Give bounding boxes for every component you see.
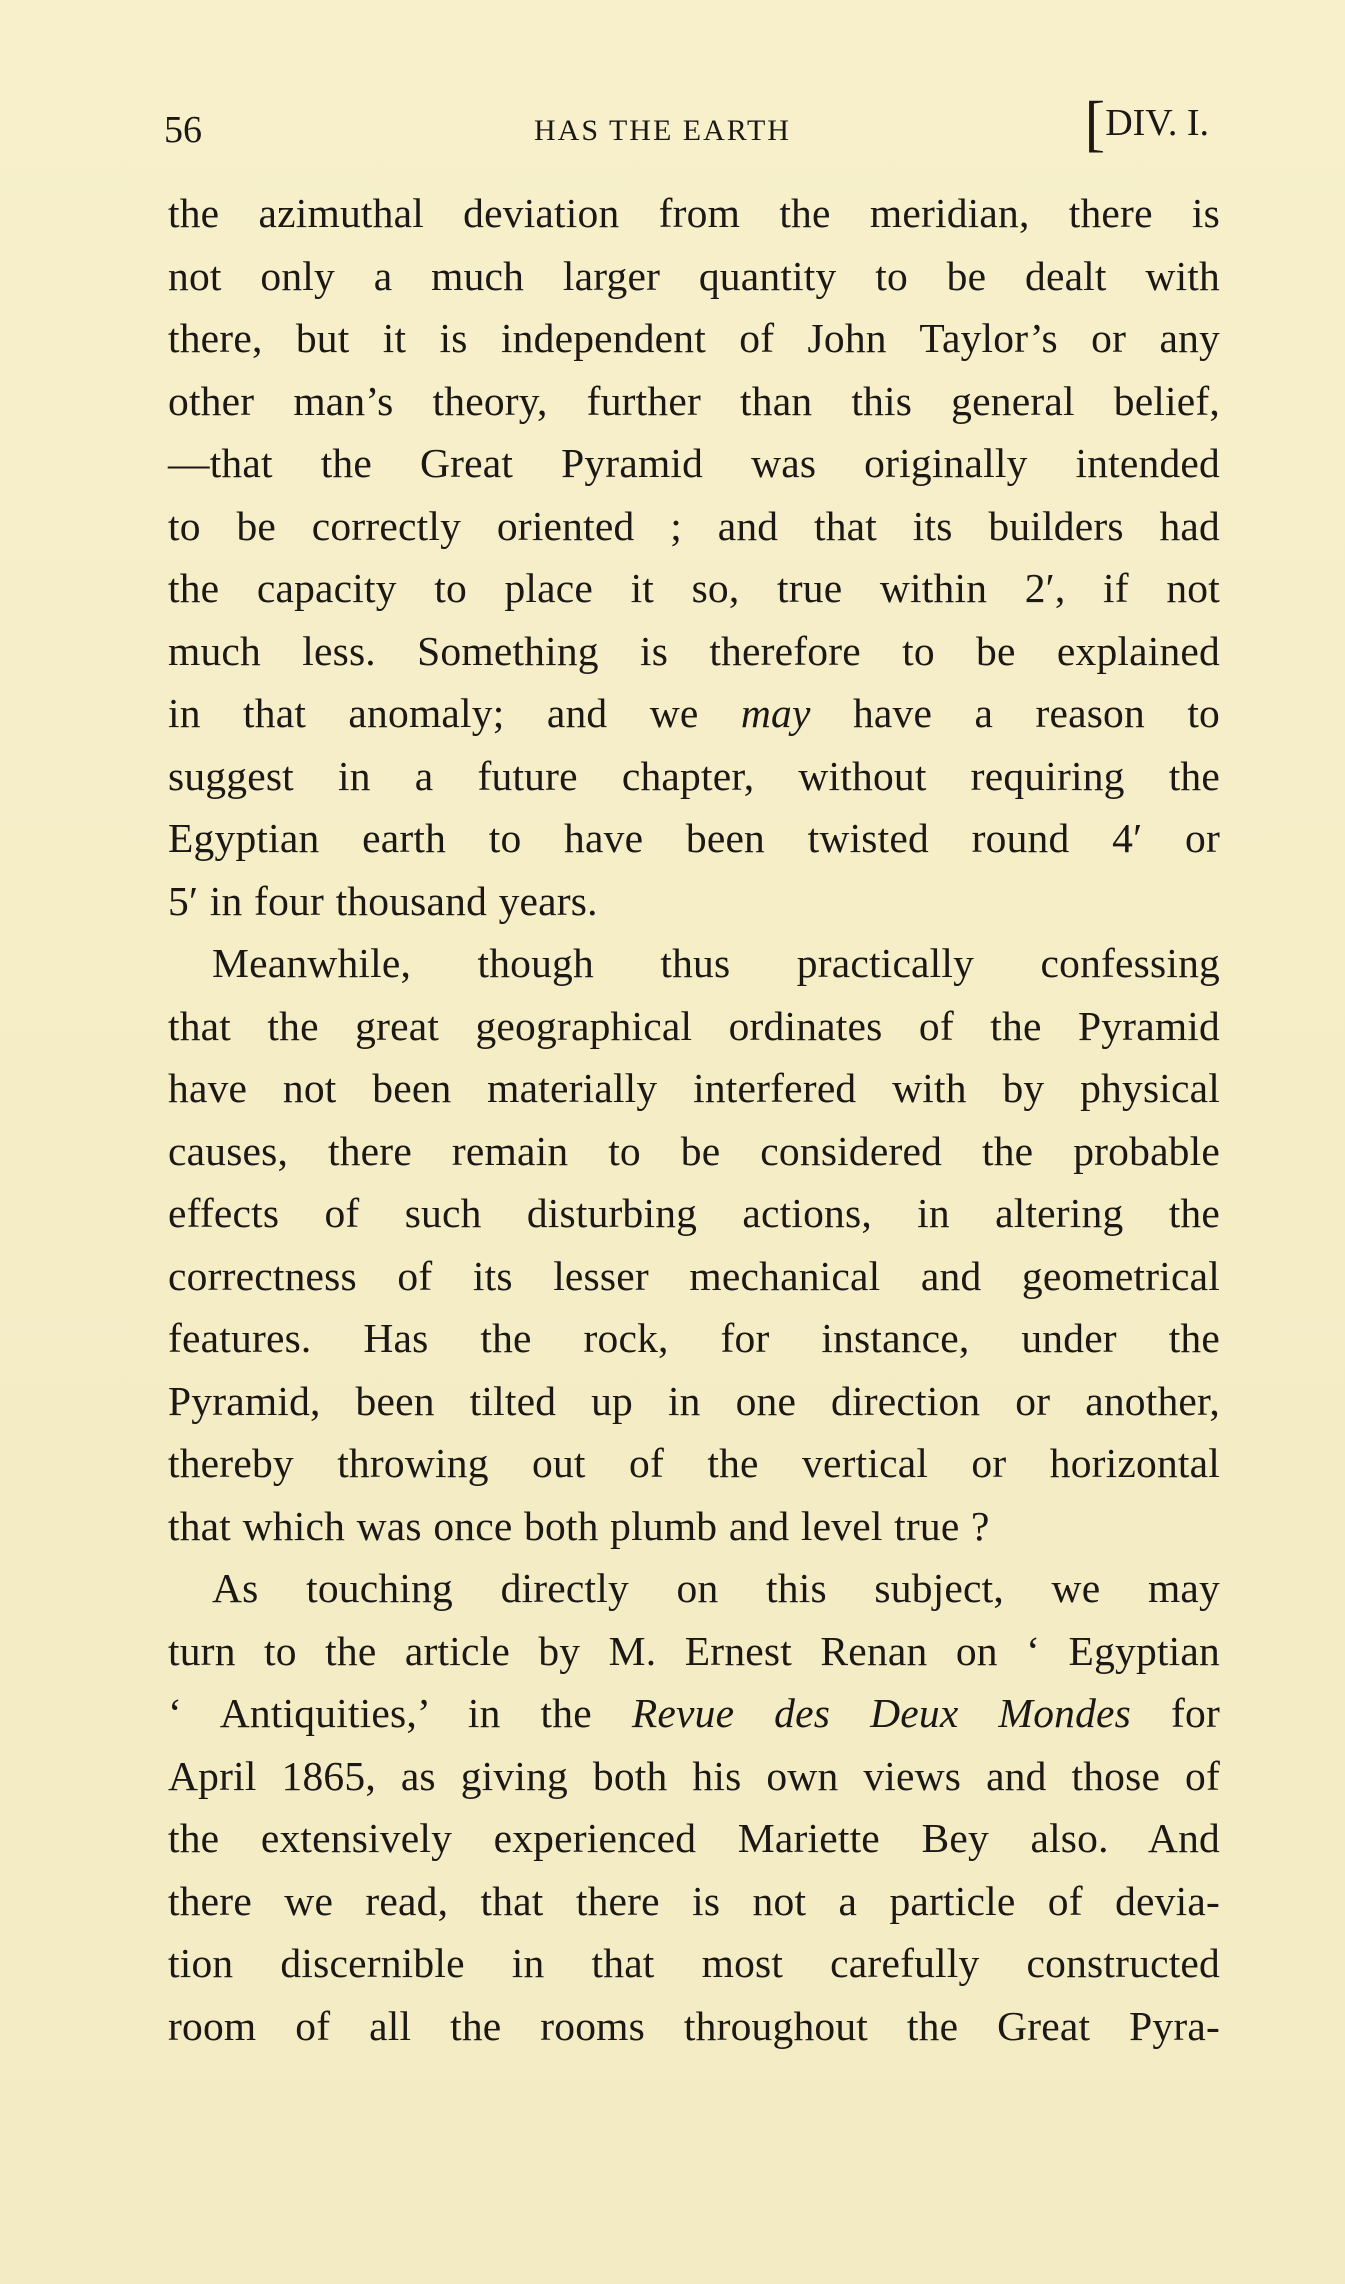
running-head: [164, 92, 1209, 162]
division-text: DIV. I.: [1105, 102, 1209, 144]
text-line: room of all the rooms throughout the Great Pyra-: [168, 2002, 1220, 2049]
text-line: the capacity to place it so, true within 2′, if not: [168, 565, 1220, 611]
body-text: [168, 182, 1220, 2057]
text-line: have not been materially interfered with by physical: [168, 1065, 1220, 1111]
paragraph-renan-article: [168, 1557, 1220, 2057]
text-line: 5′ in four thousand years.: [168, 877, 598, 924]
text-line: correctness of its lesser mechanical and geometrical: [168, 1252, 1220, 1299]
text-line: there, but it is independent of John Taylor’s or any: [168, 315, 1220, 361]
text-line: ‘ Antiquities,’ in the Revue des Deux Mondes for: [168, 1690, 1221, 1736]
text-line: Pyramid, been tilted up in one direction or another,: [168, 1377, 1220, 1424]
text-line: the azimuthal deviation from the meridian, there is: [168, 190, 1220, 236]
paragraph-azimuth: [168, 182, 1220, 932]
text-line: Meanwhile, though thus practically confessing: [212, 940, 1220, 986]
text-line: in that anomaly; and we may have a reason to: [168, 690, 1220, 736]
text-line: tion discernible in that most carefully constructed: [168, 1940, 1220, 1986]
text-line: features. Has the rock, for instance, under the: [168, 1315, 1220, 1361]
text-line: turn to the article by M. Ernest Renan on ‘ Egyptian: [168, 1627, 1220, 1674]
text-line: thereby throwing out of the vertical or horizontal: [168, 1440, 1220, 1486]
text-line: much less. Something is therefore to be explained: [168, 627, 1220, 674]
text-line: suggest in a future chapter, without requiring the: [168, 752, 1220, 799]
text-line: that which was once both plumb and level true ?: [168, 1502, 990, 1549]
text-line: April 1865, as giving both his own views and those of: [168, 1752, 1220, 1799]
text-line: causes, there remain to be considered the probable: [168, 1127, 1220, 1174]
opening-bracket: [: [1084, 90, 1106, 158]
text-line: effects of such disturbing actions, in altering the: [168, 1190, 1220, 1236]
text-line: not only a much larger quantity to be dealt with: [168, 252, 1220, 299]
text-line: there we read, that there is not a particle of devia-: [168, 1877, 1220, 1924]
text-line: that the great geographical ordinates of the Pyramid: [168, 1002, 1220, 1049]
page-number: 56: [164, 109, 202, 151]
division-label: [1084, 90, 1209, 158]
text-line: the extensively experienced Mariette Bey also. And: [168, 1815, 1220, 1861]
text-line: As touching directly on this subject, we may: [212, 1565, 1220, 1611]
italic-phrase: may: [740, 690, 811, 736]
italic-phrase: Revue des Deux Mondes: [631, 1690, 1132, 1736]
text-line: to be correctly oriented ; and that its builders had: [168, 502, 1220, 549]
text-line: Egyptian earth to have been twisted round 4′ or: [168, 815, 1220, 861]
text-line: —that the Great Pyramid was originally intended: [168, 440, 1220, 486]
running-title: HAS THE EARTH: [534, 114, 791, 147]
paragraph-disturbing-actions: [168, 932, 1220, 1557]
text-line: other man’s theory, further than this general belief,: [168, 377, 1220, 424]
